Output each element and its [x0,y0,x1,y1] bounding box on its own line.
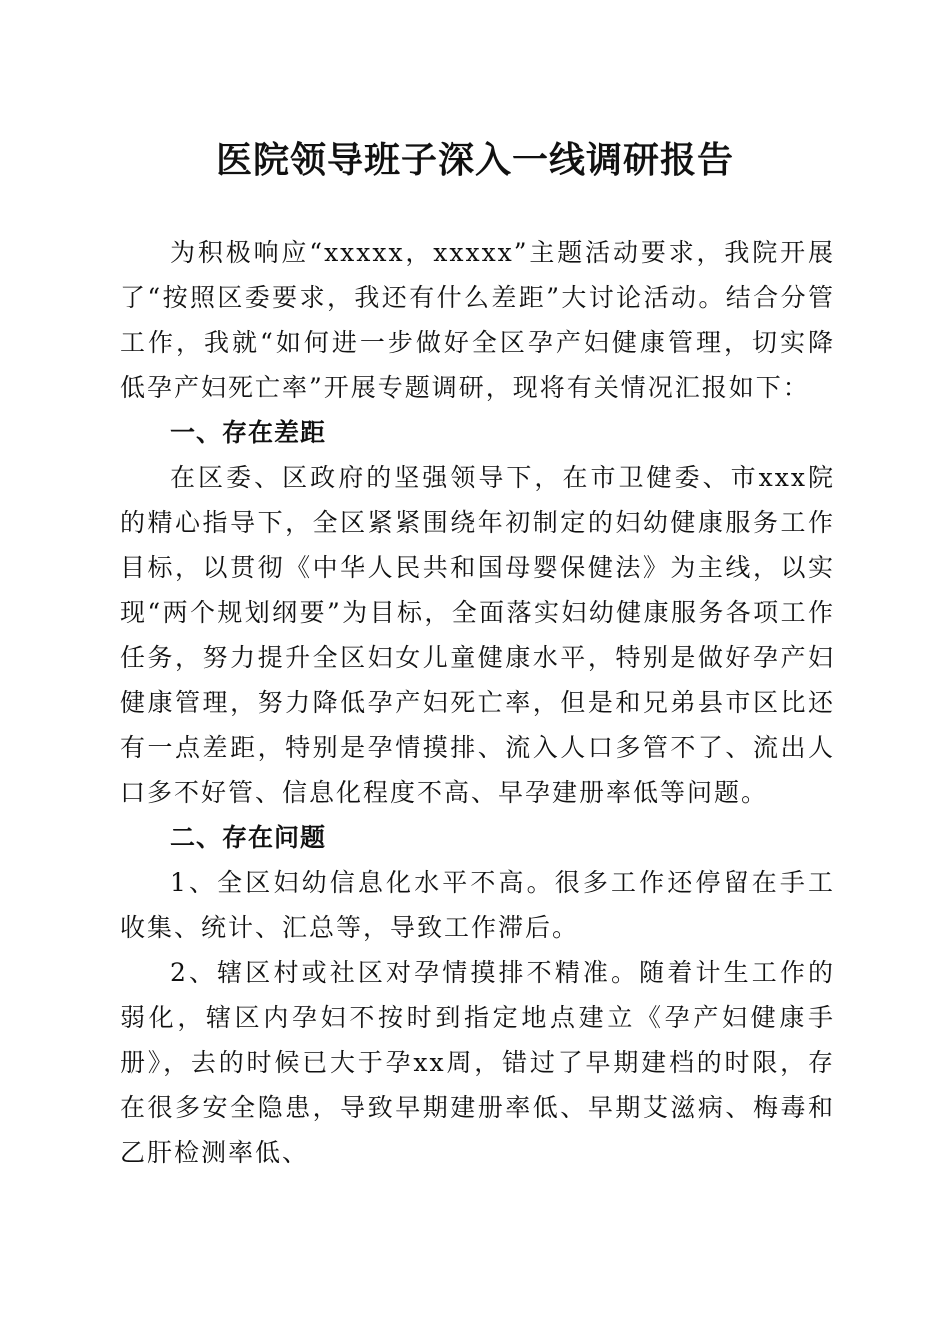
section-heading-problems: 二、存在问题 [170,823,327,852]
intro-paragraph: 为积极响应“xxxxx，xxxxx”主题活动要求，我院开展了“按照区委要求，我还有什么差距”大讨论活动。结合分管工作，我就“如何进一步做好全区孕产妇健康管理，切实降低孕产妇死亡率”开展专题调研，现将有关情况汇报如下： [120,238,835,402]
section-heading-gaps: 一、存在差距 [170,418,327,447]
document-title: 医院领导班子深入一线调研报告 [215,139,734,181]
problem-item-2: 2、辖区村或社区对孕情摸排不精准。随着计生工作的弱化，辖区内孕妇不按时到指定地点建立《孕产妇健康手册》，去的时候已大于孕xx周，错过了早期建档的时限，存在很多安全隐患，导致早期建册率低、早期艾滋病、梅毒和乙肝检测率低、 [120,958,835,1167]
problem-item-1: 1、全区妇幼信息化水平不高。很多工作还停留在手工收集、统计、汇总等，导致工作滞后。 [120,868,835,942]
gaps-paragraph: 在区委、区政府的坚强领导下，在市卫健委、市xxx院的精心指导下，全区紧紧围绕年初制定的妇幼健康服务工作目标，以贯彻《中华人民共和国母婴保健法》为主线，以实现“两个规划纲要”为目标，全面落实妇幼健康服务各项工作任务，努力提升全区妇女儿童健康水平，特别是做好孕产妇健康管理，努力降低孕产妇死亡率，但是和兄弟县市区比还有一点差距，特别是孕情摸排、流入人口多管不了、流出人口多不好管、信息化程度不高、早孕建册率低等问题。 [120,463,835,807]
document-body [120,230,835,1175]
